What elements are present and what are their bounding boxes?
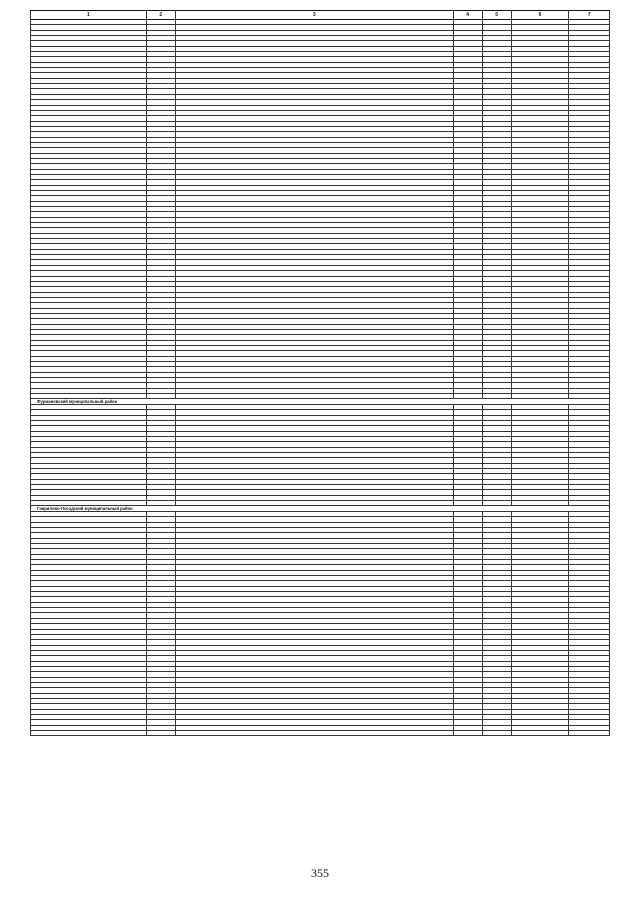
table-cell-col-6 bbox=[511, 731, 569, 736]
table-cell-col-2 bbox=[146, 731, 175, 736]
column-header-4: 4 bbox=[453, 11, 482, 20]
column-header-7: 7 bbox=[569, 11, 610, 20]
table-body bbox=[31, 20, 610, 736]
column-header-5: 5 bbox=[482, 11, 511, 20]
repair-schedule-table bbox=[30, 10, 610, 736]
table-cell-col-3 bbox=[175, 731, 453, 736]
table-cell-col-1 bbox=[31, 731, 147, 736]
page-number: 355 bbox=[311, 866, 329, 880]
table-cell-col-4 bbox=[453, 731, 482, 736]
column-header-1: 1 bbox=[31, 11, 147, 20]
column-header-6: 6 bbox=[511, 11, 569, 20]
table-cell-col-7 bbox=[569, 731, 610, 736]
table-cell-col-5 bbox=[482, 731, 511, 736]
section-title: Фурмановский муниципальный район bbox=[31, 399, 610, 405]
section-title: Гаврилово-Посадский муниципальный район bbox=[31, 506, 610, 512]
table-header-row bbox=[31, 11, 610, 20]
repair-schedule-table-container bbox=[30, 10, 610, 850]
column-header-2: 2 bbox=[146, 11, 175, 20]
column-header-3: 3 bbox=[175, 11, 453, 20]
table-row bbox=[31, 731, 610, 736]
